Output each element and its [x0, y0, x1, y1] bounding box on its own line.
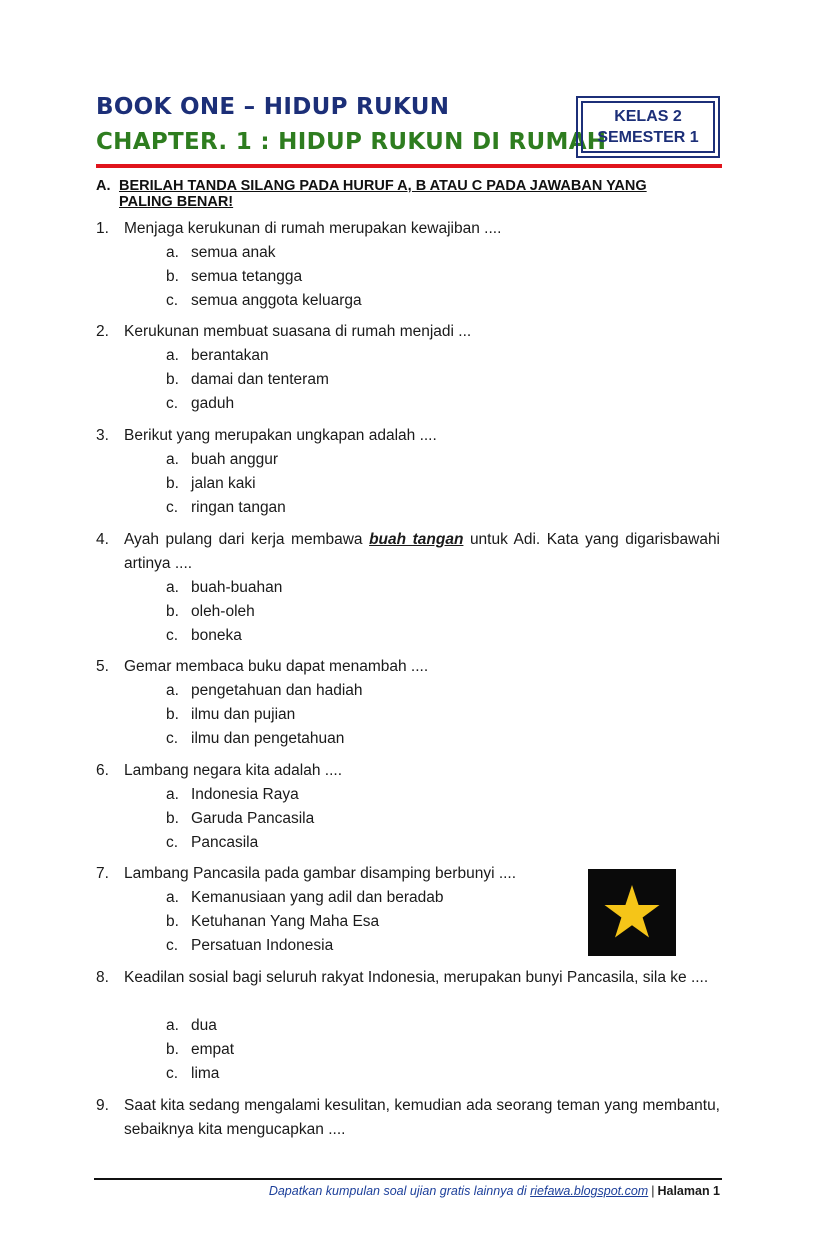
option-list — [166, 679, 586, 751]
option-text: Garuda Pancasila — [191, 810, 315, 827]
question-number: 6. — [96, 762, 109, 779]
option-b[interactable] — [166, 368, 586, 392]
question-text: Berikut yang merupakan ungkapan adalah .... — [124, 427, 437, 444]
option-letter: b. — [166, 475, 179, 492]
option-a[interactable] — [166, 241, 586, 265]
class-semester-box — [576, 96, 720, 158]
gold-star-icon — [588, 869, 676, 956]
question-number: 1. — [96, 220, 109, 237]
option-b[interactable] — [166, 807, 586, 831]
section-instruction-text: BERILAH TANDA SILANG PADA HURUF A, B ATAU C PADA JAWABAN YANG PALING BENAR! — [119, 178, 647, 210]
option-b[interactable] — [166, 1038, 586, 1062]
option-text: empat — [191, 1041, 235, 1058]
option-b[interactable] — [166, 600, 586, 624]
option-letter: c. — [166, 730, 179, 747]
page-number: Halaman 1 — [657, 1184, 720, 1198]
option-list — [166, 783, 586, 855]
question-text-before: Ayah pulang dari kerja membawa — [124, 531, 363, 548]
option-c[interactable] — [166, 831, 586, 855]
option-letter: b. — [166, 1041, 179, 1058]
option-text: Ketuhanan Yang Maha Esa — [191, 913, 380, 930]
option-letter: b. — [166, 603, 179, 620]
section-letter: A. — [96, 178, 111, 194]
option-c[interactable] — [166, 289, 586, 313]
option-text: pengetahuan dan hadiah — [191, 682, 363, 699]
option-letter: c. — [166, 499, 179, 516]
option-text: Persatuan Indonesia — [191, 937, 334, 954]
footer-separator: | — [651, 1184, 655, 1198]
option-c[interactable] — [166, 934, 586, 958]
option-letter: c. — [166, 1065, 179, 1082]
question-text-after: untuk Adi. Kata yang digarisbawahi artinya .... — [124, 531, 721, 572]
option-a[interactable] — [166, 679, 586, 703]
option-letter: c. — [166, 834, 179, 851]
question-number: 8. — [96, 969, 109, 986]
option-b[interactable] — [166, 910, 586, 934]
question-number: 3. — [96, 427, 109, 444]
question-number: 2. — [96, 323, 109, 340]
question-text: Gemar membaca buku dapat menambah .... — [124, 658, 429, 675]
header-divider — [96, 164, 722, 168]
option-list — [166, 448, 586, 520]
question-text — [124, 528, 720, 576]
underlined-phrase: buah tangan — [369, 531, 464, 548]
option-b[interactable] — [166, 472, 586, 496]
question-number: 4. — [96, 531, 109, 548]
question-number: 7. — [96, 865, 109, 882]
option-a[interactable] — [166, 1014, 586, 1038]
option-b[interactable] — [166, 703, 586, 727]
option-list — [166, 241, 586, 313]
option-letter: a. — [166, 682, 179, 699]
footer-divider — [94, 1178, 722, 1180]
option-letter: a. — [166, 244, 179, 261]
option-text: ilmu dan pengetahuan — [191, 730, 345, 747]
class-label: KELAS 2 — [614, 108, 682, 125]
option-list — [166, 344, 586, 416]
option-text: berantakan — [191, 347, 269, 364]
option-letter: b. — [166, 810, 179, 827]
footer-blog-link[interactable]: riefawa.blogspot.com — [530, 1184, 649, 1198]
book-title: BOOK ONE – HIDUP RUKUN — [96, 94, 450, 120]
question-text: Keadilan sosial bagi seluruh rakyat Indonesia, merupakan bunyi Pancasila, sila ke .... — [124, 969, 709, 986]
option-letter: b. — [166, 913, 179, 930]
option-c[interactable] — [166, 624, 586, 648]
class-semester-inner — [581, 101, 715, 153]
question-text: Menjaga kerukunan di rumah merupakan kewajiban .... — [124, 220, 502, 237]
option-letter: b. — [166, 268, 179, 285]
option-a[interactable] — [166, 576, 586, 600]
option-b[interactable] — [166, 265, 586, 289]
option-text: oleh-oleh — [191, 603, 255, 620]
footer-promo-text: Dapatkan kumpulan soal ujian gratis lainnya di — [268, 1184, 527, 1198]
page-footer — [94, 1184, 720, 1198]
option-letter: a. — [166, 451, 179, 468]
option-letter: c. — [166, 395, 179, 412]
option-a[interactable] — [166, 783, 586, 807]
option-text: Indonesia Raya — [191, 786, 299, 803]
option-text: gaduh — [191, 395, 235, 412]
question-number: 9. — [96, 1097, 109, 1114]
option-text: ilmu dan pujian — [191, 706, 296, 723]
option-text: damai dan tenteram — [191, 371, 329, 388]
option-text: lima — [191, 1065, 220, 1082]
option-a[interactable] — [166, 886, 586, 910]
option-text: ringan tangan — [191, 499, 286, 516]
option-text: dua — [191, 1017, 217, 1034]
option-c[interactable] — [166, 727, 586, 751]
option-letter: a. — [166, 889, 179, 906]
option-letter: c. — [166, 627, 179, 644]
option-letter: a. — [166, 347, 179, 364]
option-a[interactable] — [166, 344, 586, 368]
option-text: semua anggota keluarga — [191, 292, 362, 309]
option-letter: a. — [166, 786, 179, 803]
option-c[interactable] — [166, 1062, 586, 1086]
option-c[interactable] — [166, 392, 586, 416]
option-text: Kemanusiaan yang adil dan beradab — [191, 889, 444, 906]
semester-label: SEMESTER 1 — [597, 129, 699, 146]
option-letter: a. — [166, 579, 179, 596]
option-c[interactable] — [166, 496, 586, 520]
option-text: jalan kaki — [191, 475, 256, 492]
option-letter: b. — [166, 706, 179, 723]
option-letter: c. — [166, 937, 179, 954]
option-a[interactable] — [166, 448, 586, 472]
option-text: Pancasila — [191, 834, 259, 851]
option-text: semua tetangga — [191, 268, 303, 285]
question-text: Lambang negara kita adalah .... — [124, 762, 343, 779]
chapter-title: CHAPTER. 1 : HIDUP RUKUN DI RUMAH — [96, 129, 607, 155]
option-text: boneka — [191, 627, 242, 644]
option-letter: c. — [166, 292, 179, 309]
question-text: Lambang Pancasila pada gambar disamping berbunyi .... — [124, 865, 517, 882]
option-letter: b. — [166, 371, 179, 388]
question-text: Kerukunan membuat suasana di rumah menjadi ... — [124, 323, 472, 340]
option-text: buah anggur — [191, 451, 279, 468]
option-list — [166, 576, 586, 648]
option-letter: a. — [166, 1017, 179, 1034]
option-list — [166, 886, 586, 958]
option-text: semua anak — [191, 244, 276, 261]
question-number: 5. — [96, 658, 109, 675]
option-text: buah-buahan — [191, 579, 283, 596]
option-list — [166, 1014, 586, 1086]
pancasila-star-image — [588, 869, 676, 956]
question-text: Saat kita sedang mengalami kesulitan, kemudian ada seorang teman yang membantu, sebaiknya kita mengucapkan .... — [124, 1097, 720, 1138]
